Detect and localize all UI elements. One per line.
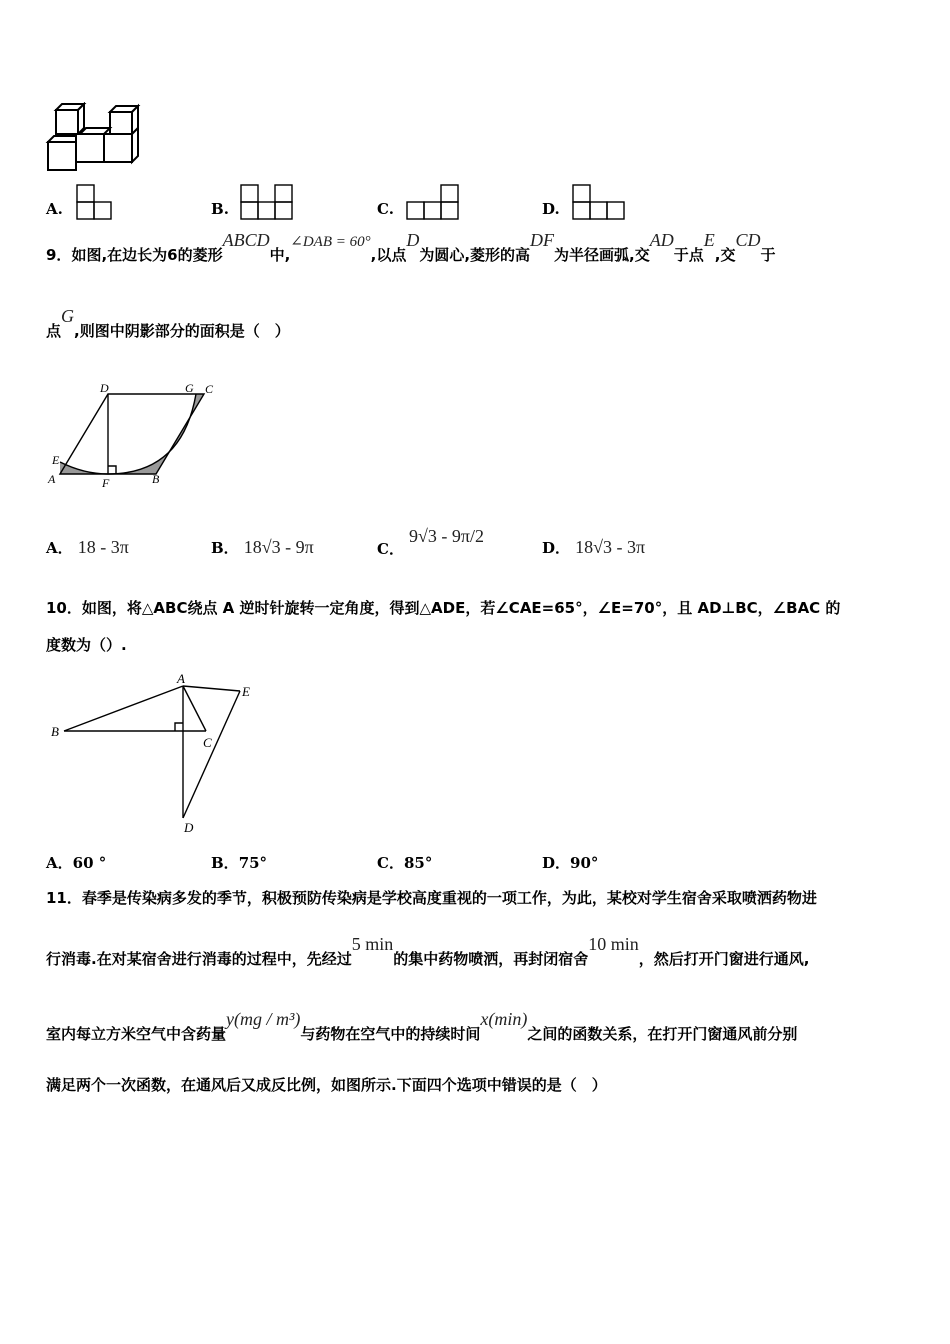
shade-left <box>60 462 108 474</box>
q8-option-c-label[interactable]: C. <box>377 200 394 218</box>
q11-stem-line3: 室内每立方米空气中含药量y(mg / m³)与药物在空气中的持续时间x(min)之间的函数关系，在打开门窗通风前分别 <box>46 1009 798 1043</box>
cube-stack-figure <box>44 102 144 174</box>
q8-option-a-label[interactable]: A. <box>46 200 63 218</box>
rotation-triangle-figure <box>46 668 266 838</box>
q11-stem-line1: 11．春季是传染病多发的季节，积极预防传染病是学校高度重视的一项工作，为此，某校对学生宿舍采取喷洒药物进 <box>46 889 817 907</box>
q9-option-c[interactable]: C． 9√3 - 9π/2 <box>377 526 485 558</box>
q8-option-b-label[interactable]: B. <box>211 200 229 218</box>
q9-option-d[interactable]: D． 18√3 - 3π <box>542 537 646 557</box>
label-a: A <box>177 671 185 686</box>
label-e: E <box>52 453 60 467</box>
q10-option-d[interactable]: D．90° <box>542 854 599 872</box>
q10-option-c[interactable]: C．85° <box>377 854 433 872</box>
label-b: B <box>51 724 59 739</box>
q9-stem-line1: 9．如图,在边长为6的菱形ABCD中,∠DAB = 60°,以点D为圆心,菱形的高DF为半径画弧,交AD于点E,交CD于 <box>46 230 776 264</box>
q10-option-a[interactable]: A．60 ° <box>46 854 107 872</box>
q9-option-a[interactable]: A． 18 - 3π <box>46 537 129 557</box>
label-c: C <box>205 382 214 396</box>
label-e: E <box>242 684 250 699</box>
q11-stem-line4: 满足两个一次函数，在通风后又成反比例，如图所示.下面四个选项中错误的是（ ） <box>46 1076 607 1094</box>
q10-stem-line1: 10．如图，将△ABC绕点 A 逆时针旋转一定角度，得到△ADE，若∠CAE=65°，∠E=70°，且 AD⊥BC，∠BAC 的 <box>46 599 841 617</box>
q9-option-b[interactable]: B． 18√3 - 9π <box>211 537 314 557</box>
q8-option-b-view[interactable] <box>240 184 296 222</box>
label-d: D <box>184 820 194 835</box>
label-a: A <box>48 472 56 486</box>
label-d: D <box>100 382 109 395</box>
rhombus-figure <box>44 382 224 490</box>
q10-option-b[interactable]: B．75° <box>211 854 268 872</box>
label-f: F <box>102 476 110 490</box>
q11-stem-line2: 行消毒.在对某宿舍进行消毒的过程中，先经过5 min的集中药物喷洒，再封闭宿舍10 min，然后打开门窗进行通风, <box>46 934 810 968</box>
q10-stem-line2: 度数为（）. <box>46 636 127 654</box>
q8-option-c-view[interactable] <box>406 184 462 222</box>
q9-stem-line2: 点G,则图中阴影部分的面积是（ ） <box>46 306 290 340</box>
q8-option-a-view[interactable] <box>76 184 114 222</box>
label-c: C <box>203 735 212 750</box>
label-g: G <box>185 382 194 395</box>
label-b: B <box>152 472 160 486</box>
q8-option-d-view[interactable] <box>572 184 630 222</box>
q8-option-d-label[interactable]: D. <box>542 200 560 218</box>
